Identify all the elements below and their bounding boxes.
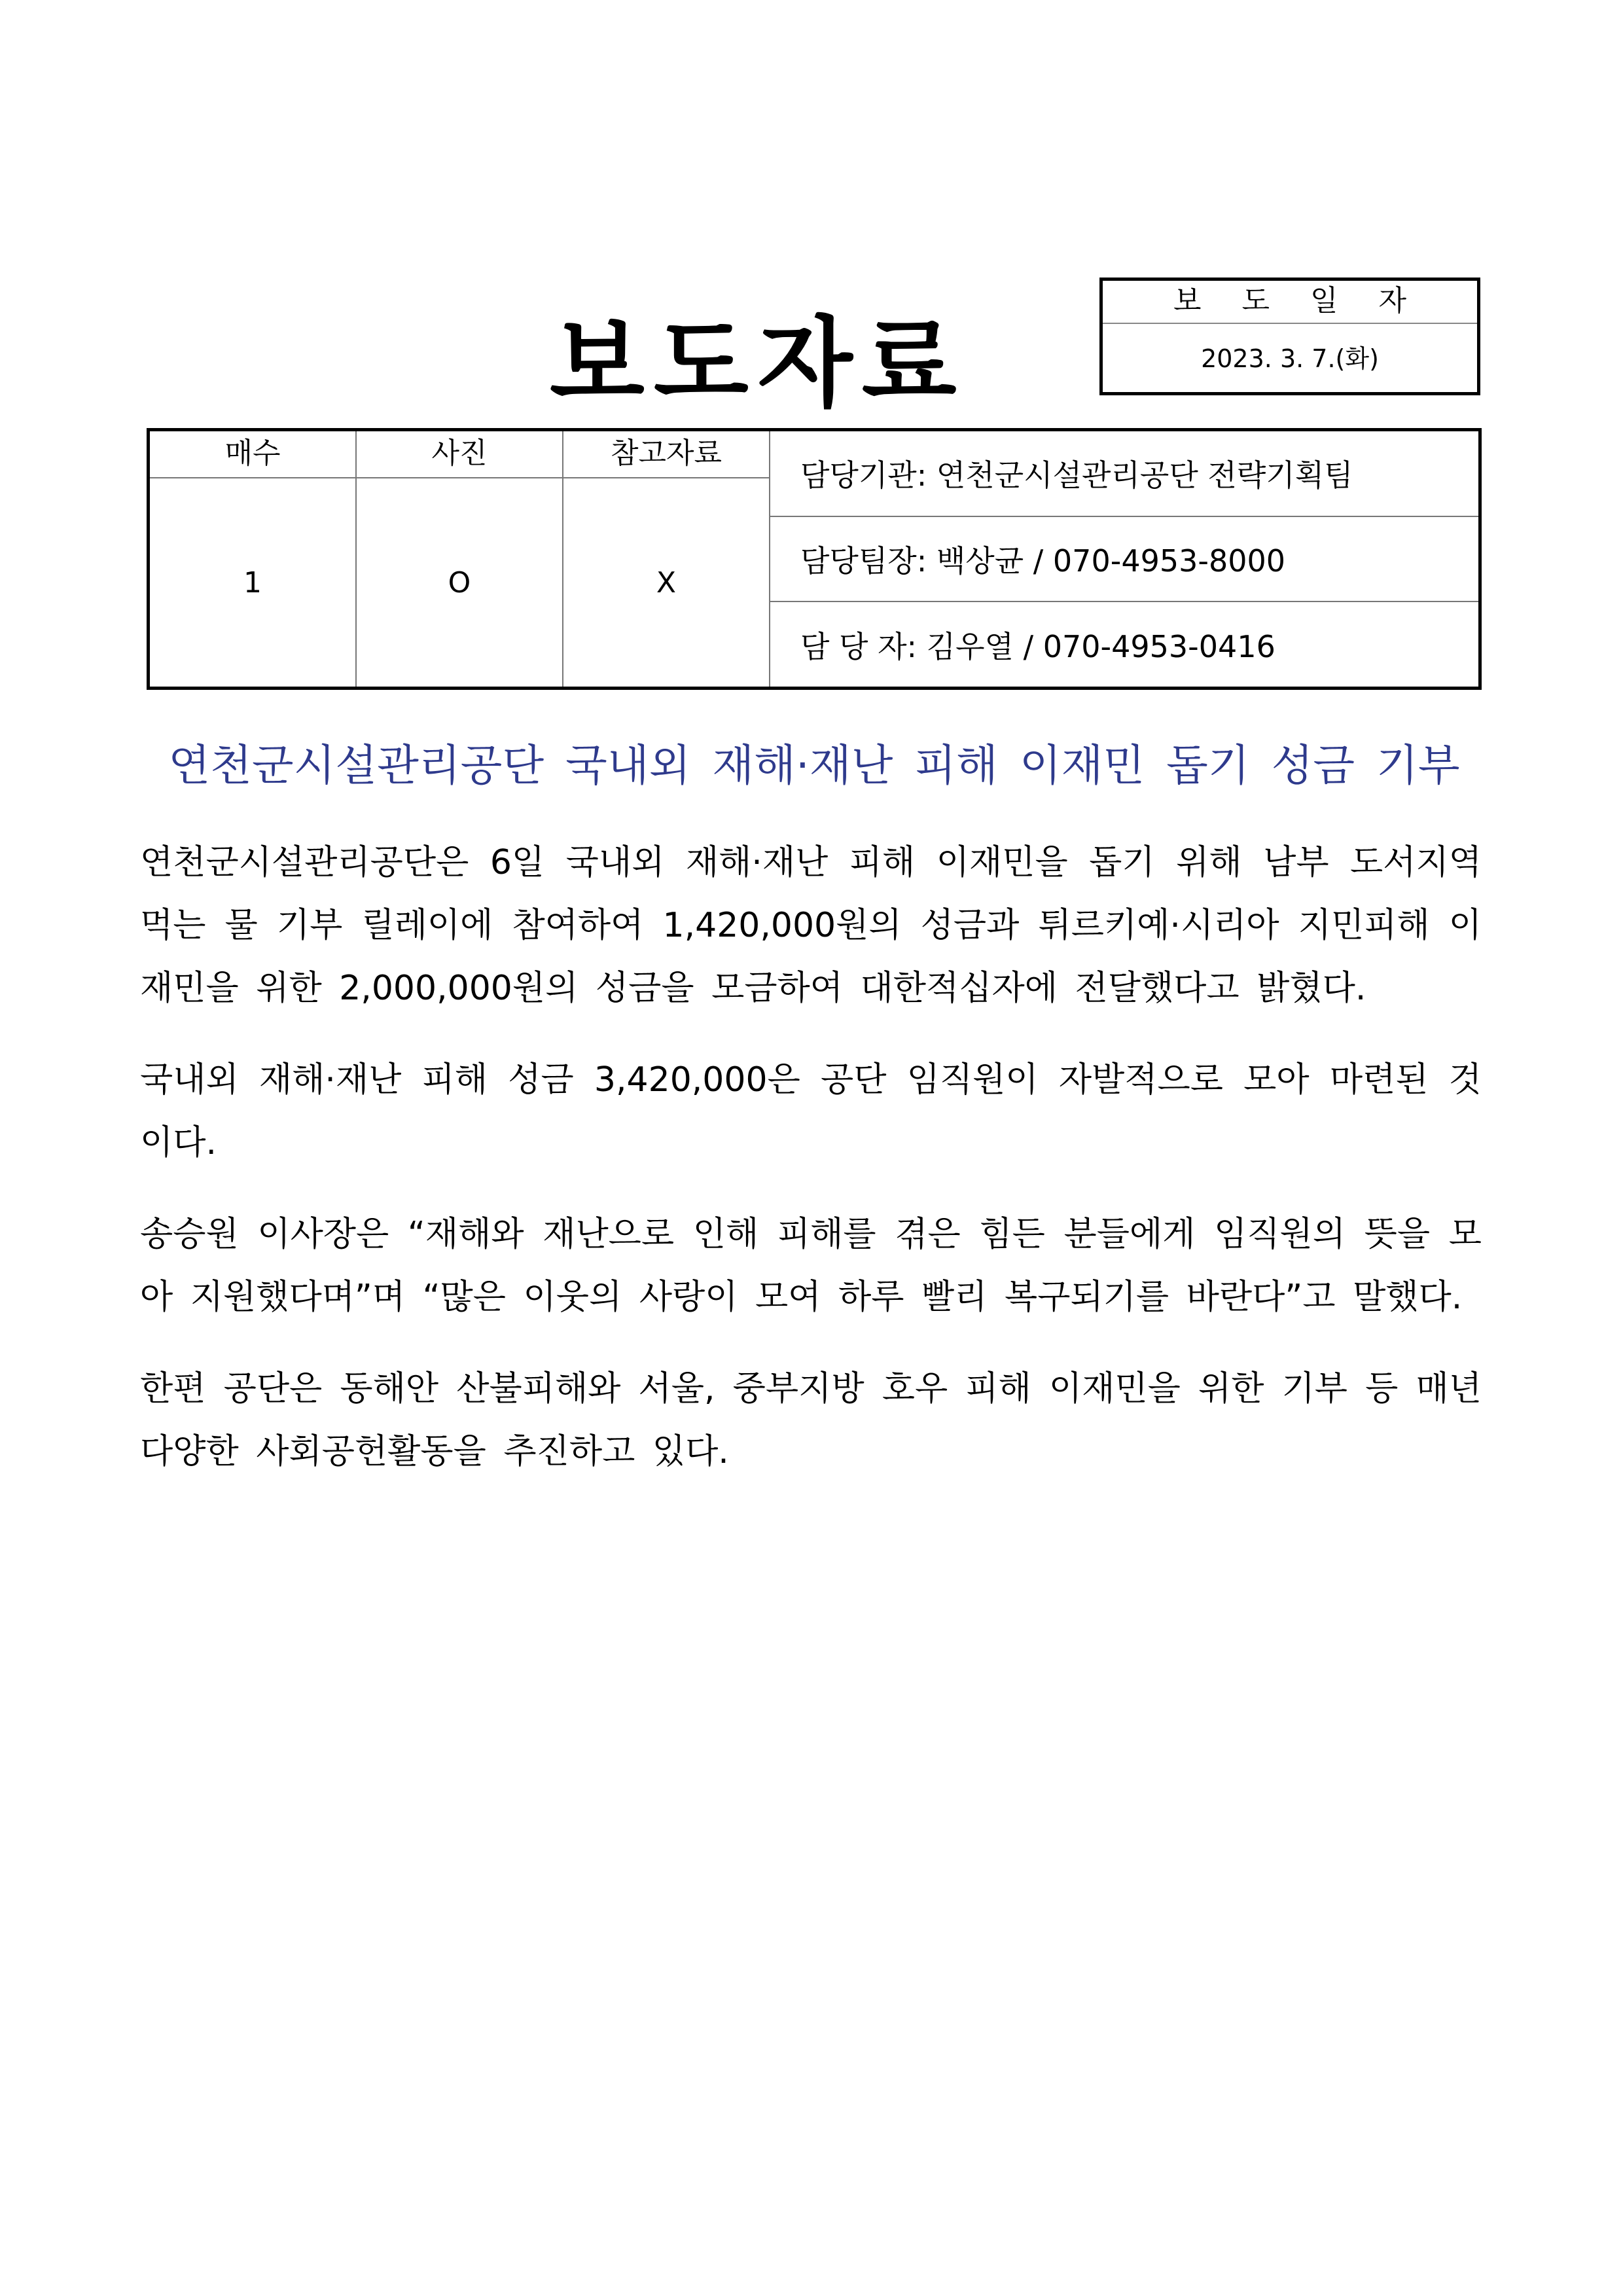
article-paragraph: 한편 공단은 동해안 산불피해와 서울, 중부지방 호우 피해 이재민을 위한 기부 등 매년 다양한 사회공헌활동을 추진하고 있다. [140,1369,1482,1471]
info-value-reference: X [656,565,677,600]
info-header-photo: 사진 [357,431,562,478]
document-title: 보도자료 [550,306,966,421]
info-value-pages: 1 [243,565,262,600]
info-value-photo: O [448,565,471,600]
contact-department: 담당기관: 연천군시설관리공단 전략기획팀 [800,457,1353,493]
contact-team-leader: 담당팀장: 백상균 / 070-4953-8000 [770,516,1478,601]
article-paragraph: 송승원 이사장은 “재해와 재난으로 인해 피해를 겪은 힘든 분들에게 임직원의 뜻을 모아 지원했다며”며 “많은 이웃의 사랑이 모여 하루 빨리 복구되기를 바란다”고 말했다. [140,1215,1482,1317]
contact-person: 담 당 자: 김우열 / 070-4953-0416 [770,601,1478,687]
release-date-box [1099,278,1480,395]
article-paragraph: 국내외 재해·재난 피해 성금 3,420,000은 공단 임직원이 자발적으로 모아 마련된 것이다. [140,1060,1482,1162]
info-column-photo [357,431,563,687]
article-headline: 연천군시설관리공단 국내외 재해·재난 피해 이재민 돕기 성금 기부 [168,740,1460,791]
article-body [140,831,1482,1512]
release-date-value: 2023. 3. 7.(화) [1201,344,1379,373]
info-table [147,428,1482,690]
contact-list [770,431,1478,687]
info-header-reference: 참고자료 [563,431,769,478]
info-header-pages: 매수 [150,431,355,478]
release-date-label: 보 도 일 자 [1103,281,1477,324]
info-column-pages [150,431,357,687]
info-column-reference [563,431,770,687]
article-paragraph: 연천군시설관리공단은 6일 국내외 재해·재난 피해 이재민을 돕기 위해 남부 도서지역 먹는 물 기부 릴레이에 참여하여 1,420,000원의 성금과 튀르키예·시리아 지민피해 이재민을 위한 2,000,000원의 성금을 모금하여 대한적십자에 전달했다고 밝혔다. [140,843,1482,1008]
